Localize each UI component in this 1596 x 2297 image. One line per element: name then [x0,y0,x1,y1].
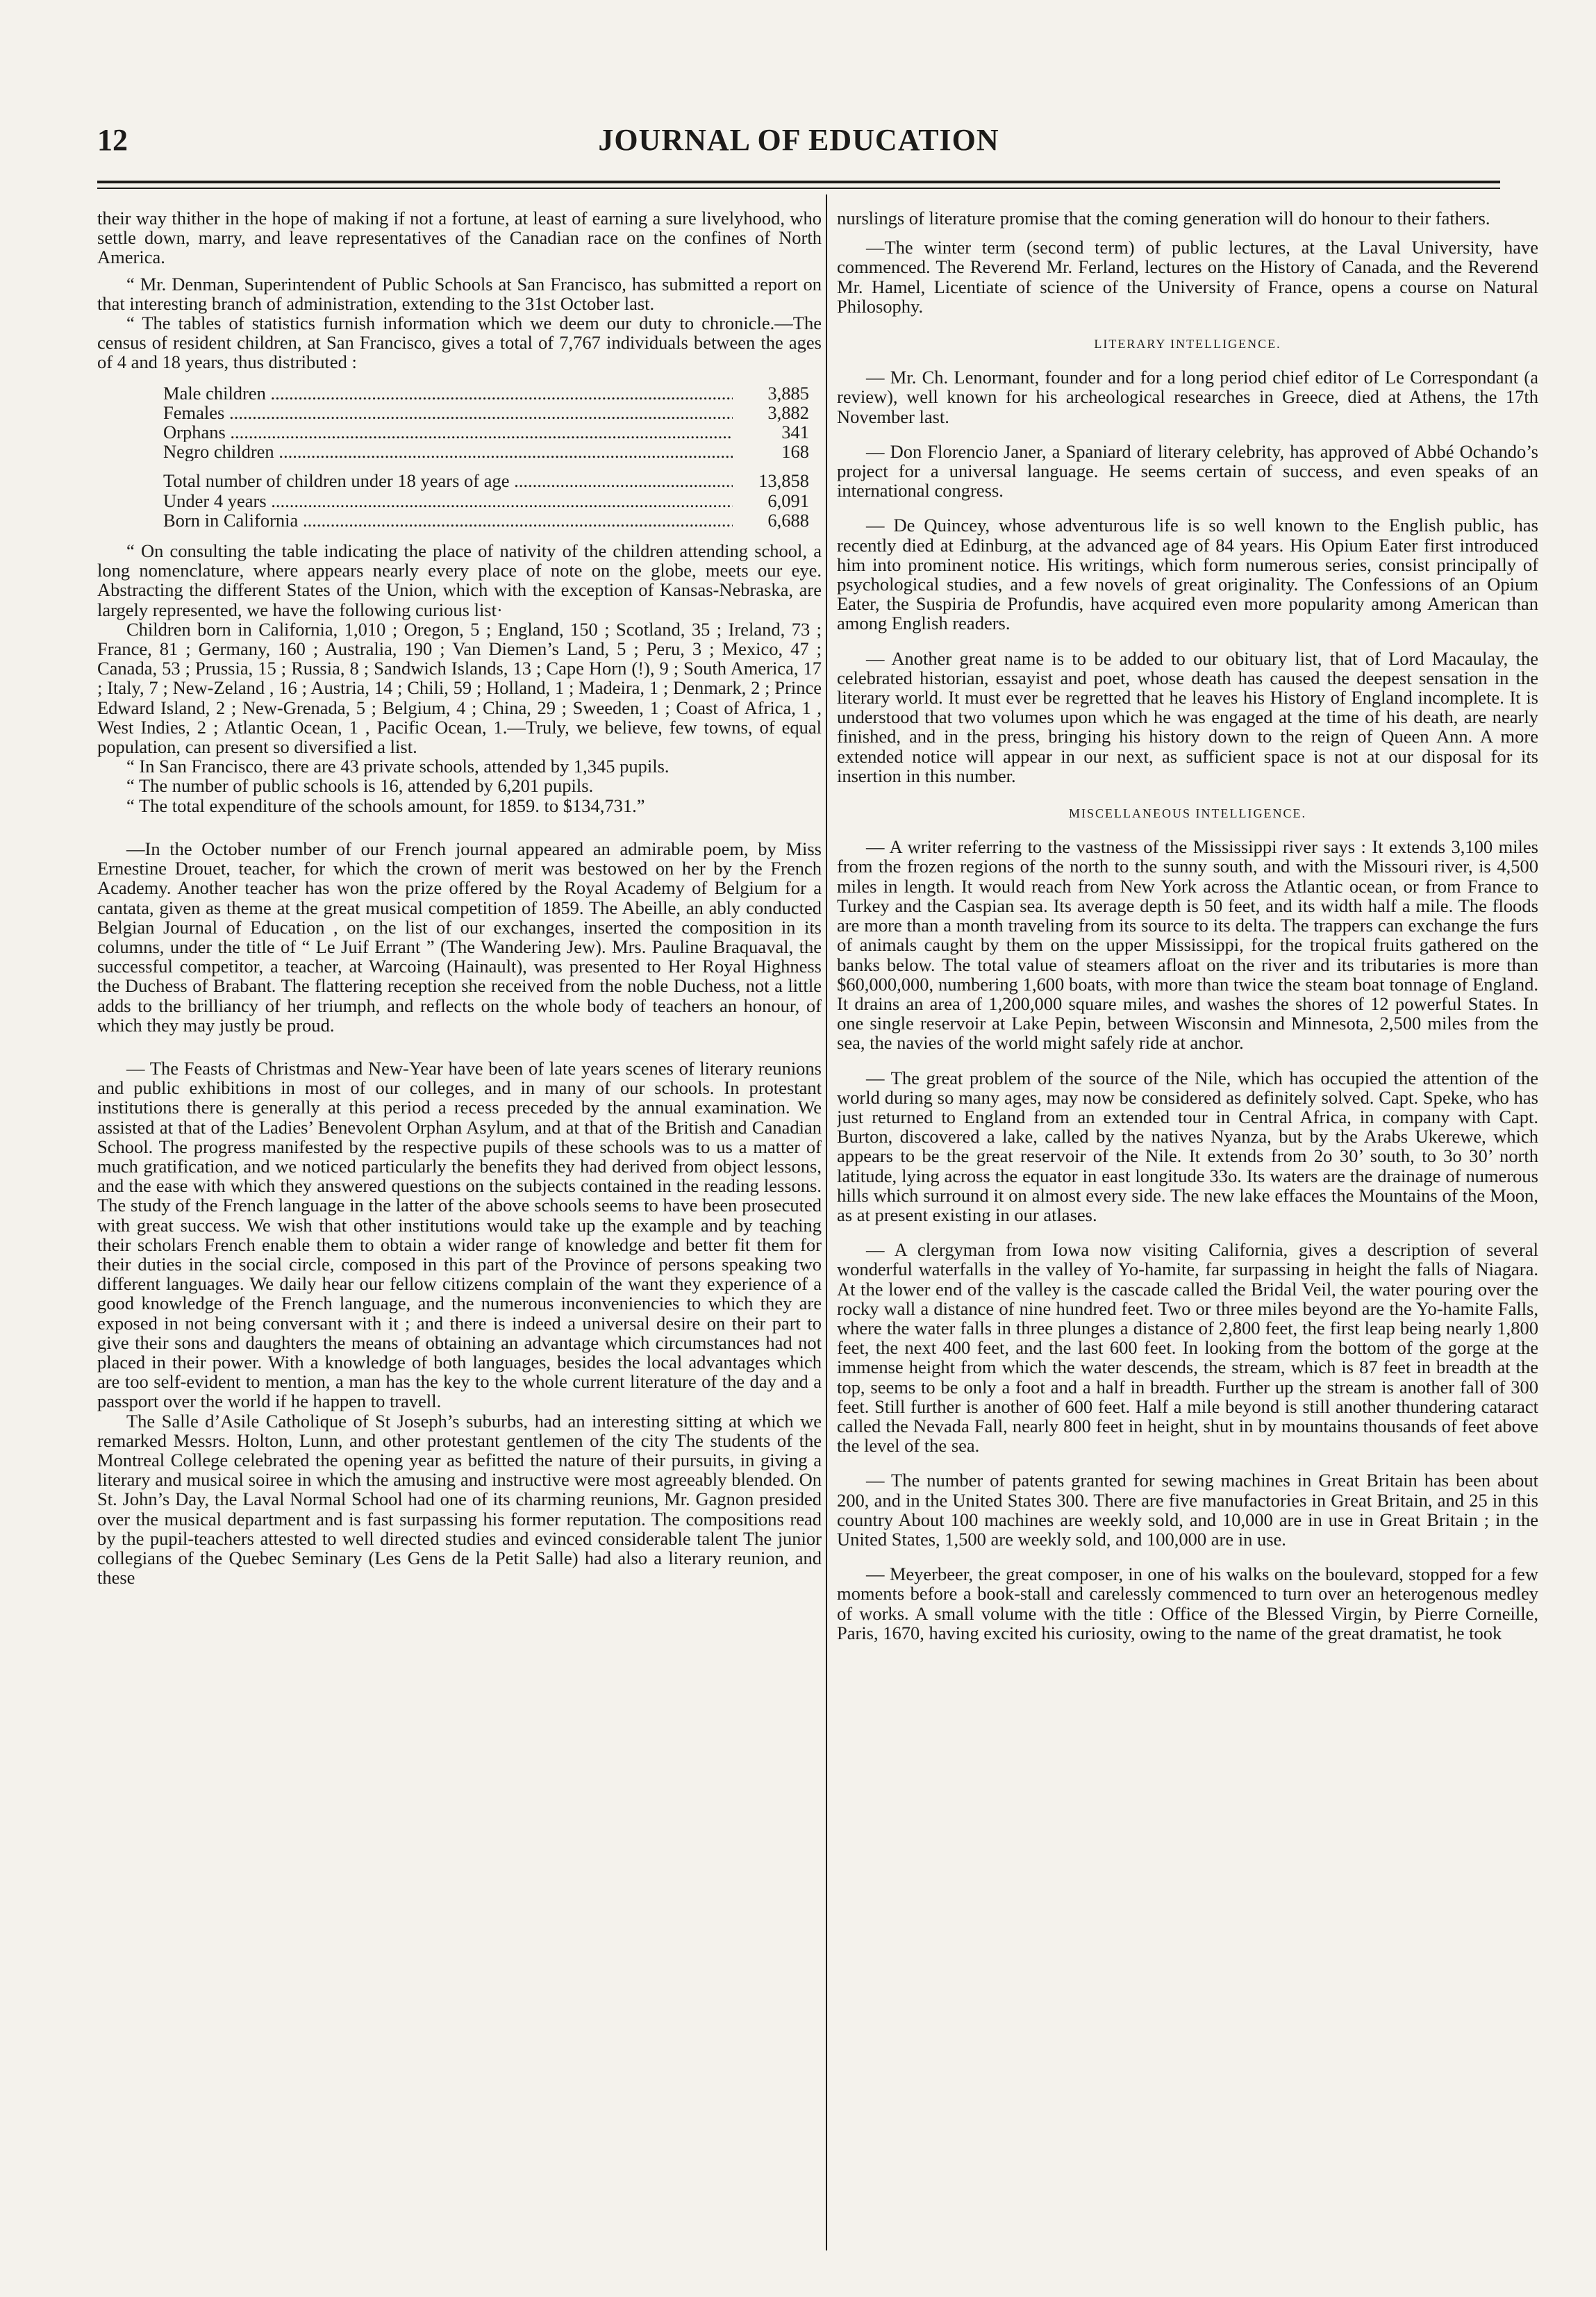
paragraph: — Don Florencio Janer, a Spaniard of literary celebrity, has approved of Abbé Ochando’s project for a universal language. He seems certain of success, and even speaks of an international congress. [837,440,1538,501]
table-row [163,422,809,442]
column-divider [826,194,827,2250]
table-row [163,471,809,490]
stat-label: Male children ..... [163,383,733,403]
paragraph: — The great problem of the source of the Nile, which has occupied the attention of the world during so many ages, may now be considered as definitely solved. Capt. Speke, who has just returned to England from an extended tour in Central Africa, in company with Capt. Burton, discovered a lake, called by the natives Nyanza, but by the Arabs Ukerewe, which appears to be the great reservoir of the Nile. It extends from 2o 30’ south, to 3o 30’ north latitude, lying across the equator in east longitude 33o. Its waters are the drainage of numerous hills which surround it on almost every side. The new lake effaces the Mountains of the Moon, as at present existing in our atlases. [837,1067,1538,1225]
paragraph: “ In San Francisco, there are 43 private schools, attended by 1,345 pupils. [126,756,670,777]
stat-value: 6,688 [767,509,809,531]
stat-value: 341 [781,422,809,443]
stat-label: Total number of children under 18 years of age ..... [163,471,733,490]
stat-label: Orphans ..... [163,422,733,442]
header-rule [97,181,1500,183]
paragraph: Children born in California, 1,010 ; Oregon, 5 ; England, 150 ; Scotland, 35 ; Ireland, 73 ; France, 81 ; Germany, 160 ; Australia, 190 ; Van Diemen’s Land, 5 ; Peru, 3 ; Mexico, 47 ; Canada, 53 ; Prussia, 15 ; Russia, 8 ; Sandwich Islands, 13 ; Cape Horn (!), 9 ; South America, 17 ; Italy, 7 ; New-Zeland , 16 ; Austria, 14 ; Chili, 59 ; Holland, 1 ; Madeira, 1 ; Denmark, 2 ; Prince Edward Island, 2 ; New-Grenada, 5 ; Belgium, 4 ; China, 29 ; Sweeden, 1 ; Coast of Africa, 1 , West Indies, 2 ; Atlantic Ocean, 1 , Pacific Ocean, 1.—Truly, we believe, few towns, of equal population, can present so diversified a list. [97,618,822,758]
header-rule-thin [97,188,1500,189]
table-row [163,491,809,511]
page-number: 12 [97,123,128,157]
paragraph: —In the October number of our French journal appeared an admirable poem, by Miss Ernestine Drouet, teacher, for which the crown of merit was bestowed on her by the French Academy. Another teacher has won the prize offered by the Royal Academy of Belgium for a cantata, given as theme at the great musical competition of 1859. The Abeille, an ably conducted Belgian Journal of Education , on the list of our exchanges, inserted the composition in its columns, under the title of “ Le Juif Errant ” (The Wandering Jew). Mrs. Pauline Braquaval, the successful competitor, a teacher, at Warcoing (Hainault), was presented to Her Royal Highness the Duchess of Brabant. The flattering reception she received from the noble Duchess, not a little adds to the brilliancy of her triumph, and reflects on the whole body of teachers an honour, of which they may justly be proud. [97,838,822,1036]
table-row [163,403,809,422]
stat-value: 3,882 [767,401,809,423]
section-heading: LITERARY INTELLIGENCE. [1094,337,1281,351]
paragraph: — The number of patents granted for sewing machines in Great Britain has been about 200, and in the United States 300. There are five manufactories in Great Britain, and 25 in this country About 100 machines are weekly sold, and 10,000 are in use in Great Britain ; in the United States, 1,500 are weekly sold, and 100,000 are in use. [837,1470,1538,1550]
paragraph: “ Mr. Denman, Superintendent of Public Schools at San Francisco, has submitted a report on that interesting branch of administration, extending to the 31st October last. [97,273,822,314]
table-row [163,442,809,461]
section-heading: MISCELLANEOUS INTELLIGENCE. [1069,806,1306,821]
paragraph: The Salle d’Asile Catholique of St Joseph’s suburbs, had an interesting sitting at which we remarked Messrs. Holton, Lunn, and other protestant gentlemen of the city The students of the Montreal College celebrated the opening year as befitted the nature of their pursuits, in giving a literary and musical soiree in which the amusing and instructive were most agreeably blended. On St. John’s Day, the Laval Normal School had one of its charming reunions, Mr. Gagnon presided over the musical department and is fast surpassing his former reputation. The compositions read by the pupil-teachers attested to well directed studies and evinced considerable talent The junior collegians of the Quebec Seminary (Les Gens de la Petit Salle) had also a literary reunion, and these [97,1410,822,1589]
stat-value: 168 [781,441,809,463]
paragraph: — Meyerbeer, the great composer, in one of his walks on the boulevard, stopped for a few moments before a book-stall and carelessly commenced to turn over an heterogenous medley of works. A small volume with the title : Office of the Blessed Virgin, by Pierre Corneille, Paris, 1670, having excited his curiosity, owing to the name of the great dramatist, he took [837,1564,1538,1643]
stat-label: Negro children ..... [163,442,733,461]
journal-title: JOURNAL OF EDUCATION [598,123,999,157]
table-row [163,511,809,530]
stat-value: 13,858 [758,470,809,492]
table-row [163,383,809,403]
census-table [163,383,809,530]
paragraph: “ The number of public schools is 16, attended by 6,201 pupils. [126,775,594,797]
paragraph: — A clergyman from Iowa now visiting California, gives a description of several wonderful waterfalls in the valley of Yo-hamite, far surpassing in height the falls of Niagara. At the lower end of the valley is the cascade called the Bridal Veil, the water pouring over the rocky wall a distance of nine hundred feet. Two or three miles beyond are the Yo-hamite Falls, where the water falls in three plunges a distance of 2,800 feet, the first leap being nearly 1,800 feet, the next 400 feet, and the last 600 feet. In looking from the bottom of the gorge at the immense height from which the water descends, the stream, which is 87 feet in breadth at the top, seems to be only a foot and a half in breadth. Further up the stream is another fall of 300 feet. Still further is another of 600 feet. Half a mile beyond is still another thundering cataract called the Nevada Fall, nearly 800 feet in height, shut in by mountains thousands of feet above the level of the sea. [837,1239,1538,1457]
paragraph: — De Quincey, whose adventurous life is so well known to the English public, has recently died at Edinburg, at the advanced age of 84 years. His Opium Eater first introduced him into prominent notice. His writings, which form numerous series, consist principally of psychological studies, and a few novels of great originality. The Confessions of an Opium Eater, the Suspiria de Profundis, have acquired even more popularity among American than among English readers. [837,515,1538,634]
paragraph: their way thither in the hope of making if not a fortune, at least of earning a sure livelyhood, who settle down, marry, and leave representatives of the Canadian race on the confines of North America. [97,208,822,268]
left-column [97,208,822,2250]
stat-value: 6,091 [767,490,809,511]
paragraph: — The Feasts of Christmas and New-Year have been of late years scenes of literary reunions and public exhibitions in most of our colleges, and in many of our schools. In protestant institutions there is generally at this period a recess preceded by the annual examination. We assisted at that of the Ladies’ Benevolent Orphan Asylum, and at that of the British and Canadian School. The progress manifested by the respective pupils of these schools was to us a matter of much gratification, and we noticed particularly the benefits they had derived from object lessons, and the ease with which they answered questions on the subjects contained in the reading lessons. The study of the French language in the latter of the above schools seems to have been prosecuted with great success. We wish that other institutions would take up the example and by teaching their scholars French enable them to obtain a wider range of knowledge and better fit them for their duties in the social circle, composed in this part of the Province of persons speaking two different languages. We daily hear our fellow citizens complain of the want they experience of a good knowledge of the French language, and the numerous inconveniencies to which they are exposed in not being conversant with it ; and there is indeed a universal desire on their part to give their sons and daughters the means of obtaining an advantage which circumstances had not placed in their power. With a knowledge of both languages, besides the local advantages which are too self-evident to mention, a man has the key to the whole current literature of the day and a passport over the world if he happen to travell. [97,1057,822,1412]
paragraph: “ The total expenditure of the schools amount, for 1859. to $134,731.” [126,795,645,816]
paragraph: —The winter term (second term) of public lectures, at the Laval University, have commenced. The Reverend Mr. Ferland, lectures on the History of Canada, and the Reverend Mr. Hamel, Licentiate of science of the University of France, opens a course on Natural Philosophy. [837,237,1538,317]
paragraph: nurslings of literature promise that the coming generation will do honour to their fathers. [837,208,1490,229]
page-header [97,122,1500,164]
right-column [837,208,1538,2250]
stat-label: Females ..... [163,403,733,422]
paragraph: — Another great name is to be added to our obituary list, that of Lord Macaulay, the celebrated historian, essayist and poet, whose death has caused the deepest sensation in the literary world. It must ever be regretted that he leaves his History of England incomplete. It is understood that two volumes upon which he was engaged at the time of his death, are nearly finished, and in the press, bringing his history down to the reign of Queen Ann. A more extended notice will appear in our next, as sufficient space is not at our disposal for its insertion in this number. [837,647,1538,786]
paragraph: “ On consulting the table indicating the place of nativity of the children attending school, a long nomenclature, where appears nearly every place of note on the globe, meets our eye. Abstracting the different States of the Union, which with the exception of Kansas-Nebraska, are largely represented, we have the following curious list· [97,540,822,620]
stat-label: Under 4 years ..... [163,491,733,511]
paragraph: — A writer referring to the vastness of the Mississippi river says : It extends 3,100 miles from the frozen regions of the north to the sunny south, and with the Missouri river, is 4,500 miles in length. It would reach from New York across the Atlantic ocean, or from France to Turkey and the Caspian sea. Its average depth is 50 feet, and its width half a mile. The floods are more than a month traveling from its source to its delta. The trappers can exchange the furs of animals caught by them on the upper Mississippi, for the tropical fruits gathered on the banks below. The total value of steamers afloat on the river and its tributaries is more than $60,000,000, numbering 1,600 boats, with more than twice the steam boat tonnage of England. It drains an area of 1,200,000 square miles, and washes the shores of 12 powerful States. In one single reservoir at Lake Pepin, between Wisconsin and Minnesota, 2,500 miles from the sea, the navies of the world might safely ride at anchor. [837,836,1538,1054]
stat-value: 3,885 [767,382,809,404]
paragraph: — Mr. Ch. Lenormant, founder and for a long period chief editor of Le Correspondant (a review), well known for his archeological researches in Greece, died at Athens, the 17th November last. [837,367,1538,427]
stat-label: Born in California ..... [163,511,733,530]
paragraph: “ The tables of statistics furnish information which we deem our duty to chronicle.—The census of resident children, at San Francisco, gives a total of 7,767 individuals between the ages of 4 and 18 years, thus distributed : [97,313,822,373]
